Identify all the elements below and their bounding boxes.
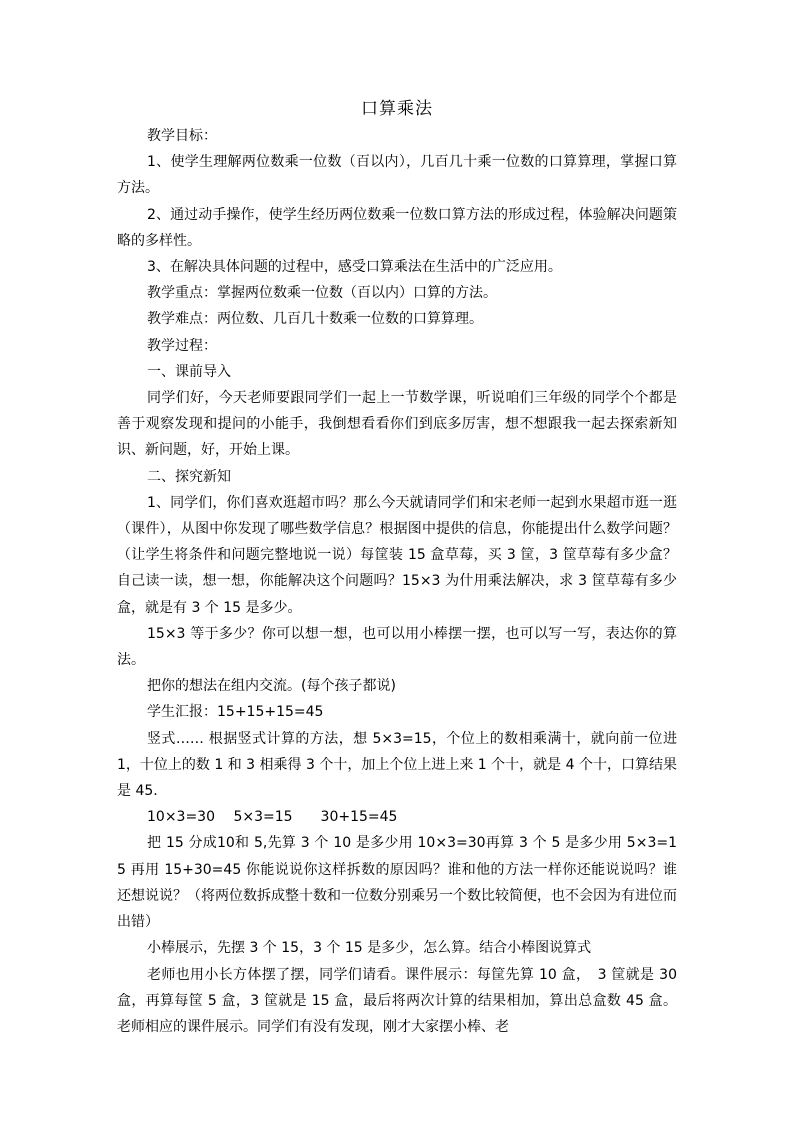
paragraph-key-point: 教学重点：掌握两位数乘一位数（百以内）口算的方法。 <box>147 285 497 302</box>
paragraph-intro: 同学们好，今天老师要跟同学们一起上一节数学课，听说咱们三年级的同学个个都是善于观察发现和提问的小能手，我倒想看看你们到底多厉害，想不想跟我一起去探索新知识、新问题，好，开始上课。 <box>117 390 677 459</box>
paragraph-supermarket: 1、同学们，你们喜欢逛超市吗？那么今天就请同学们和宋老师一起到水果超市逛一逛（课件），从图中你发现了哪些数学信息？根据图中提供的信息，你能提出什么数学问题？（让学生将条件和问题完整地说一说）每筐装 15 盒草莓，买 3 筐，3 筐草莓有多少盒？自己读一读，想一想，你能解决这个问题吗？15×3 为什用乘法解决，求 3 筐草莓有多少盒，就是有 3 个 15 是多少。 <box>117 494 677 616</box>
document-title: 口算乘法 <box>361 99 433 119</box>
paragraph-equations: 10×3=30 5×3=15 30+15=45 <box>147 809 398 826</box>
paragraph-section-2-heading: 二、探究新知 <box>147 468 231 485</box>
paragraph-goal-2: 2、通过动手操作，使学生经历两位数乘一位数口算方法的形成过程，体验解决问题策略的多样性。 <box>117 206 677 249</box>
document-page <box>117 96 677 1040</box>
paragraph-teaching-goals-heading: 教学目标： <box>147 128 217 144</box>
paragraph-vertical-calculation: 竖式…… 根据竖式计算的方法，想 5×3=15，个位上的数相乘满十，就向前一位进 1，十位上的数 1 和 3 相乘得 3 个十，加上个位上进上来 1 个十，就是 4 个十，口算结果是 45. <box>117 730 677 800</box>
paragraph-split-number: 把 15 分成10和 5,先算 3 个 10 是多少用 10×3=30再算 3 个 5 是多少用 5×3=15 再用 15+30=45 你能说说你这样拆数的原因吗？谁和他的方法一样你还能说说吗？谁还想说说？（将两位数拆成整十数和一位数分别乘另一个数比较简便，也不会因为有进位而出错） <box>117 835 677 931</box>
paragraph-difficult-point: 教学难点：两位数、几百几十数乘一位数的口算算理。 <box>147 311 483 328</box>
paragraph-goal-3: 3、在解决具体问题的过程中，感受口算乘法在生活中的广泛应用。 <box>147 259 562 276</box>
paragraph-section-1-heading: 一、课前导入 <box>147 363 231 380</box>
paragraph-sticks-demo: 小棒展示，先摆 3 个 15，3 个 15 是多少，怎么算。结合小棒图说算式 <box>147 940 592 957</box>
paragraph-process-heading: 教学过程： <box>147 337 217 354</box>
paragraph-group-discussion: 把你的想法在组内交流。(每个孩子都说) <box>147 678 396 695</box>
paragraph-15x3-question: 15×3 等于多少？你可以想一想，也可以用小棒摆一摆，也可以写一写，表达你的算法。 <box>117 625 677 669</box>
paragraph-courseware-demo: 老师也用小长方体摆了摆，同学们请看。课件展示：每筐先算 10 盒， 3 筐就是 30 盒，再算每筐 5 盒，3 筐就是 15 盒，最后将两次计算的结果相加，算出总盒数 45 盒。老师相应的课件展示。同学们有没有发现，刚才大家摆小棒、老 <box>117 966 677 1035</box>
paragraph-student-report: 学生汇报：15+15+15=45 <box>147 704 324 721</box>
paragraph-goal-1: 1、使学生理解两位数乘一位数（百以内），几百几十乘一位数的口算算理，掌握口算方法。 <box>117 154 677 197</box>
